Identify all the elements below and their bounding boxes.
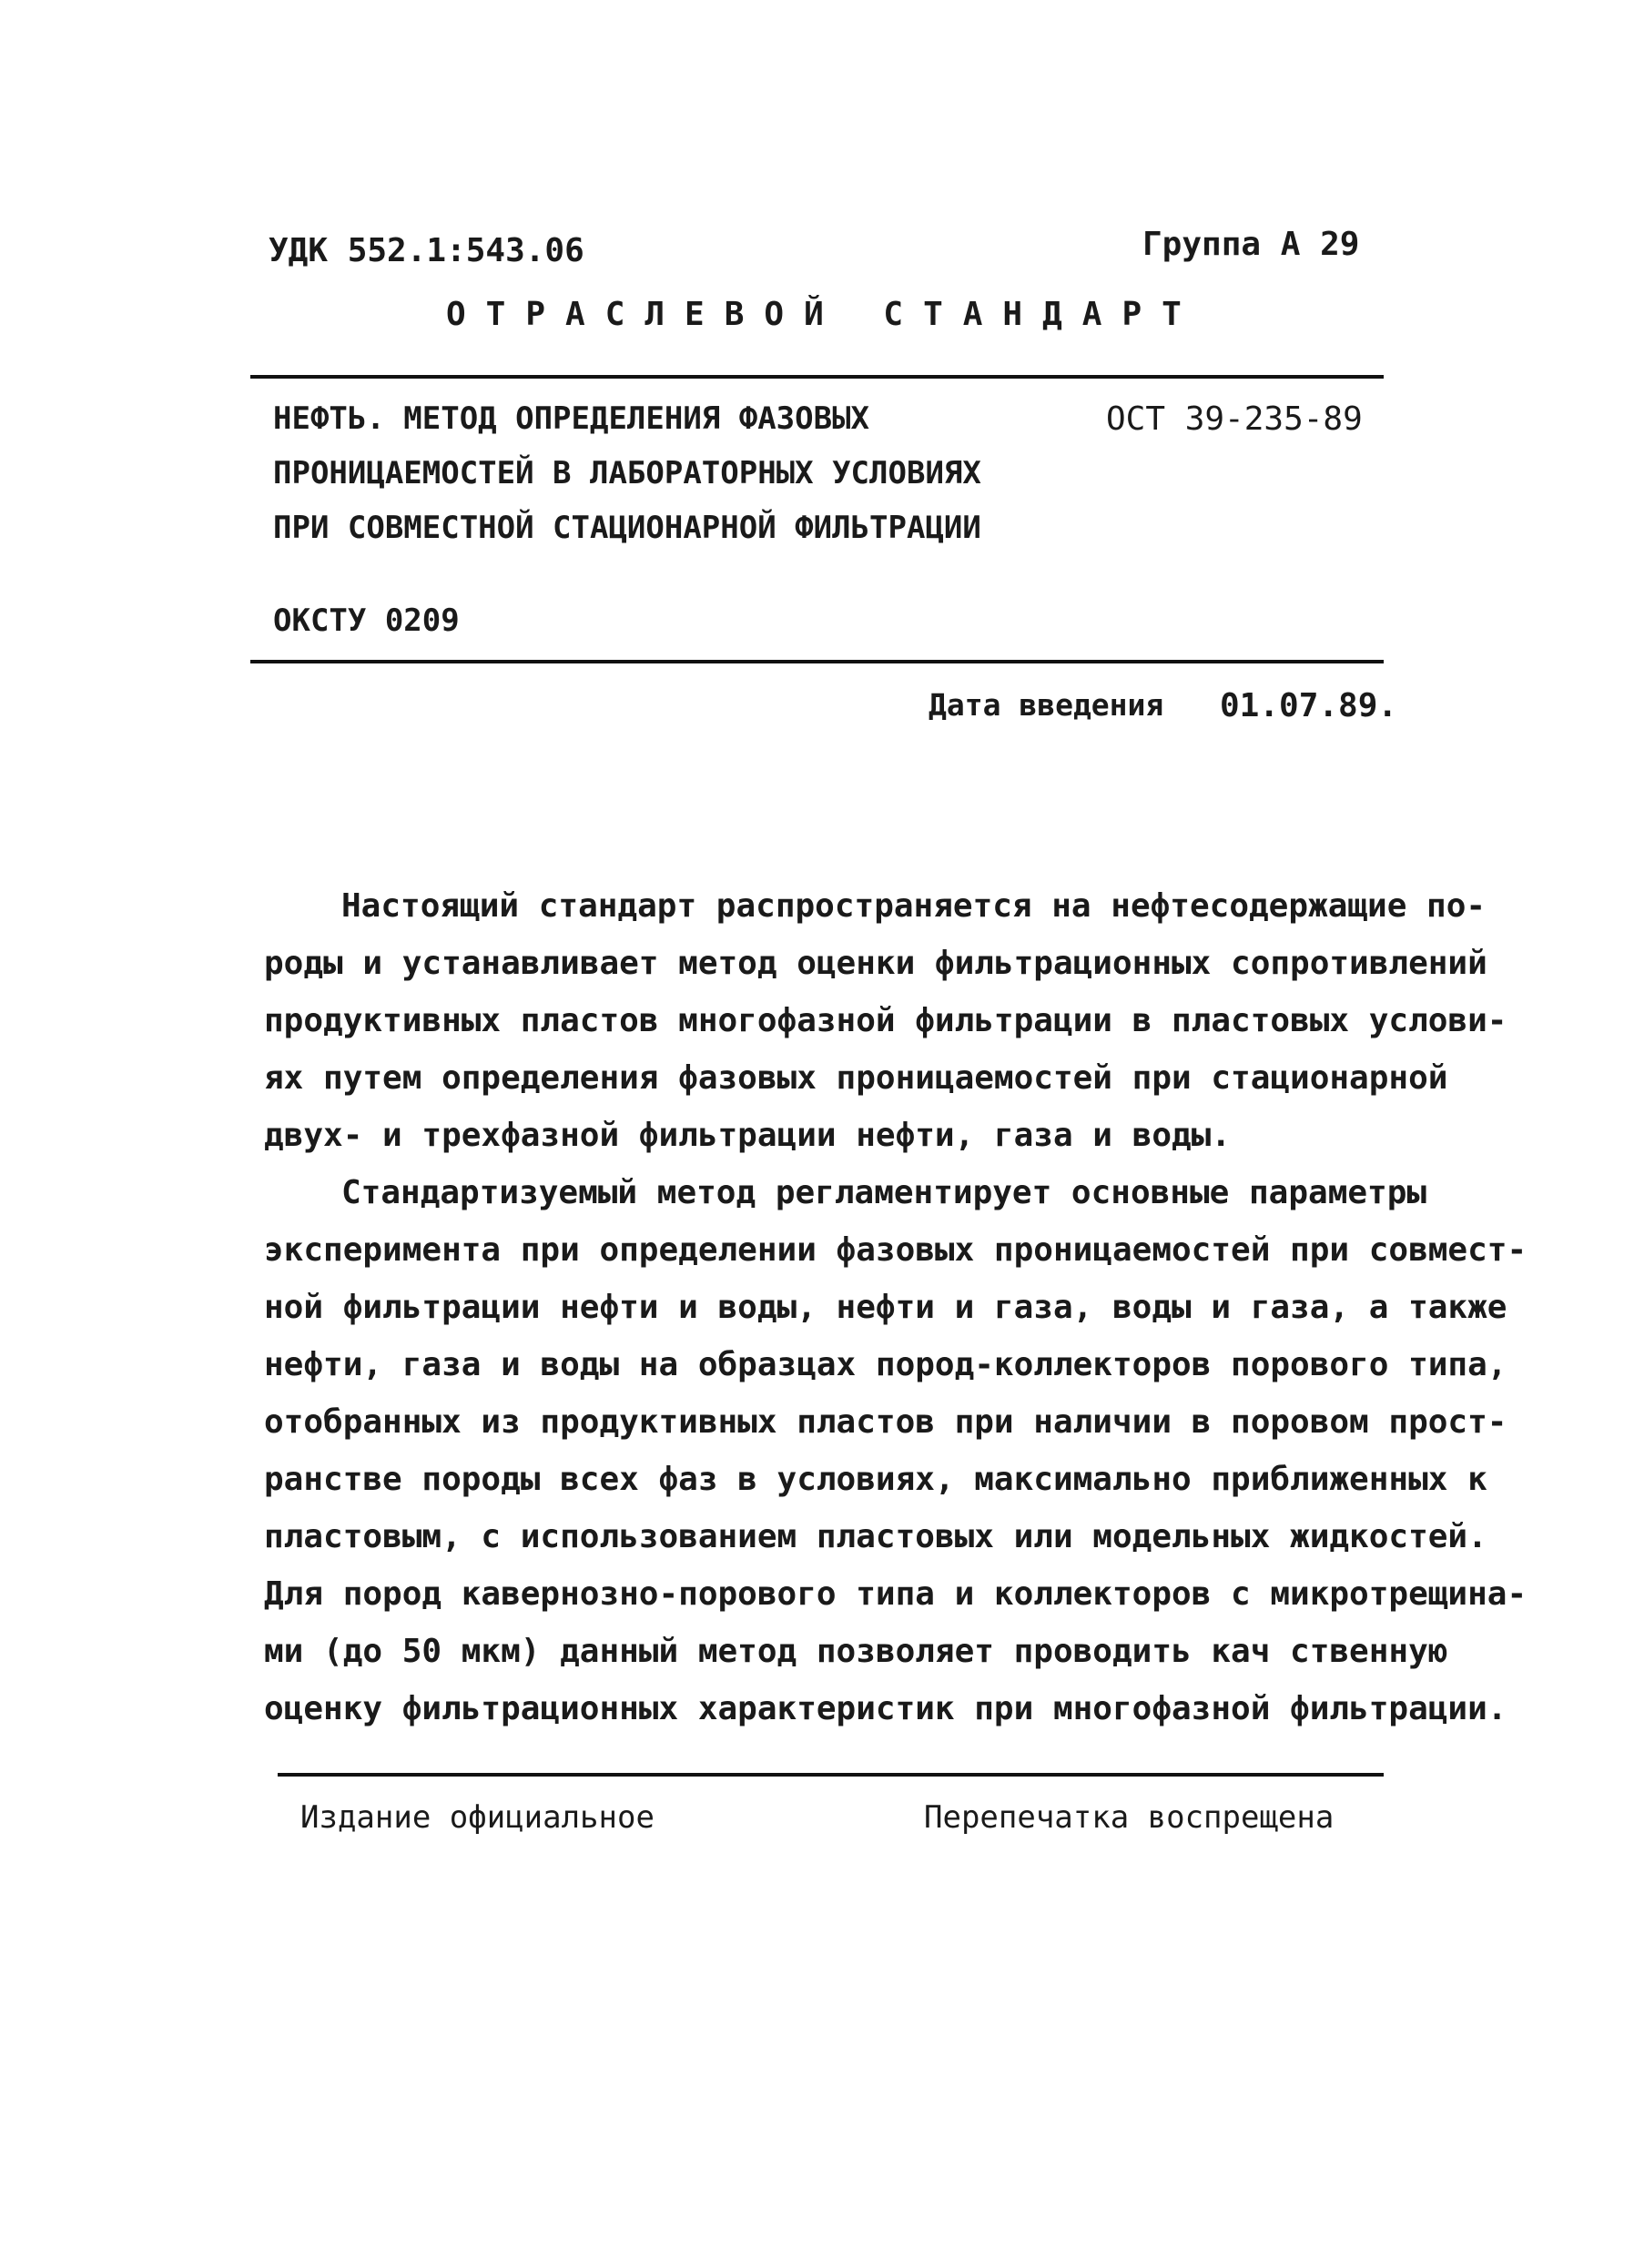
group-code: Группа А 29 [1142, 226, 1360, 263]
body-line: продуктивных пластов многофазной фильтрации в пластовых услови- [264, 1002, 1507, 1039]
body-line: ми (до 50 мкм) данный метод позволяет проводить кач ственную [264, 1633, 1448, 1670]
footer-rule [278, 1773, 1384, 1777]
body-line: ях путем определения фазовых проницаемостей при стационарной [264, 1059, 1448, 1097]
body-line: нефти, газа и воды на образцах пород-коллекторов порового типа, [264, 1346, 1507, 1383]
title-line-1: НЕФТЬ. МЕТОД ОПРЕДЕЛЕНИЯ ФАЗОВЫХ [273, 400, 870, 437]
reprint-notice: Перепечатка воспрещена [924, 1799, 1335, 1836]
edition-label: Издание официальное [300, 1799, 655, 1836]
middle-rule [250, 660, 1384, 663]
body-line: пластовым, с использованием пластовых или модельных жидкостей. [264, 1518, 1487, 1555]
title-line-3: ПРИ СОВМЕСТНОЙ СТАЦИОНАРНОЙ ФИЛЬТРАЦИИ [273, 510, 981, 546]
ost-code: ОСТ 39-235-89 [1106, 400, 1363, 438]
intro-date-label: Дата введения [929, 687, 1164, 723]
oksty-code: ОКСТУ 0209 [273, 602, 460, 639]
body-line: Для пород кавернозно-порового типа и коллекторов с микротрещина- [264, 1575, 1527, 1613]
standard-type: ОТРАСЛЕВОЙ СТАНДАРТ [446, 296, 1202, 333]
body-line: эксперимента при определении фазовых проницаемостей при совмест- [264, 1231, 1527, 1269]
body-line: ной фильтрации нефти и воды, нефти и газа, воды и газа, а также [264, 1289, 1507, 1326]
body-line: оценку фильтрационных характеристик при многофазной фильтрации. [264, 1690, 1507, 1727]
intro-date: 01.07.89. [1220, 687, 1398, 724]
body-line: Стандартизуемый метод регламентирует основные параметры [341, 1174, 1427, 1211]
body-line: двух- и трехфазной фильтрации нефти, газа и воды. [264, 1117, 1232, 1154]
body-line: ранстве породы всех фаз в условиях, максимально приближенных к [264, 1461, 1487, 1498]
body-line: Настоящий стандарт распространяется на нефтесодержащие по- [341, 887, 1487, 925]
title-line-2: ПРОНИЦАЕМОСТЕЙ В ЛАБОРАТОРНЫХ УСЛОВИЯХ [273, 455, 981, 491]
udk-code: УДК 552.1:543.06 [269, 232, 584, 269]
body-line: отобранных из продуктивных пластов при наличии в поровом прост- [264, 1403, 1507, 1441]
top-rule [250, 375, 1384, 379]
body-line: роды и устанавливает метод оценки фильтрационных сопротивлений [264, 945, 1487, 982]
